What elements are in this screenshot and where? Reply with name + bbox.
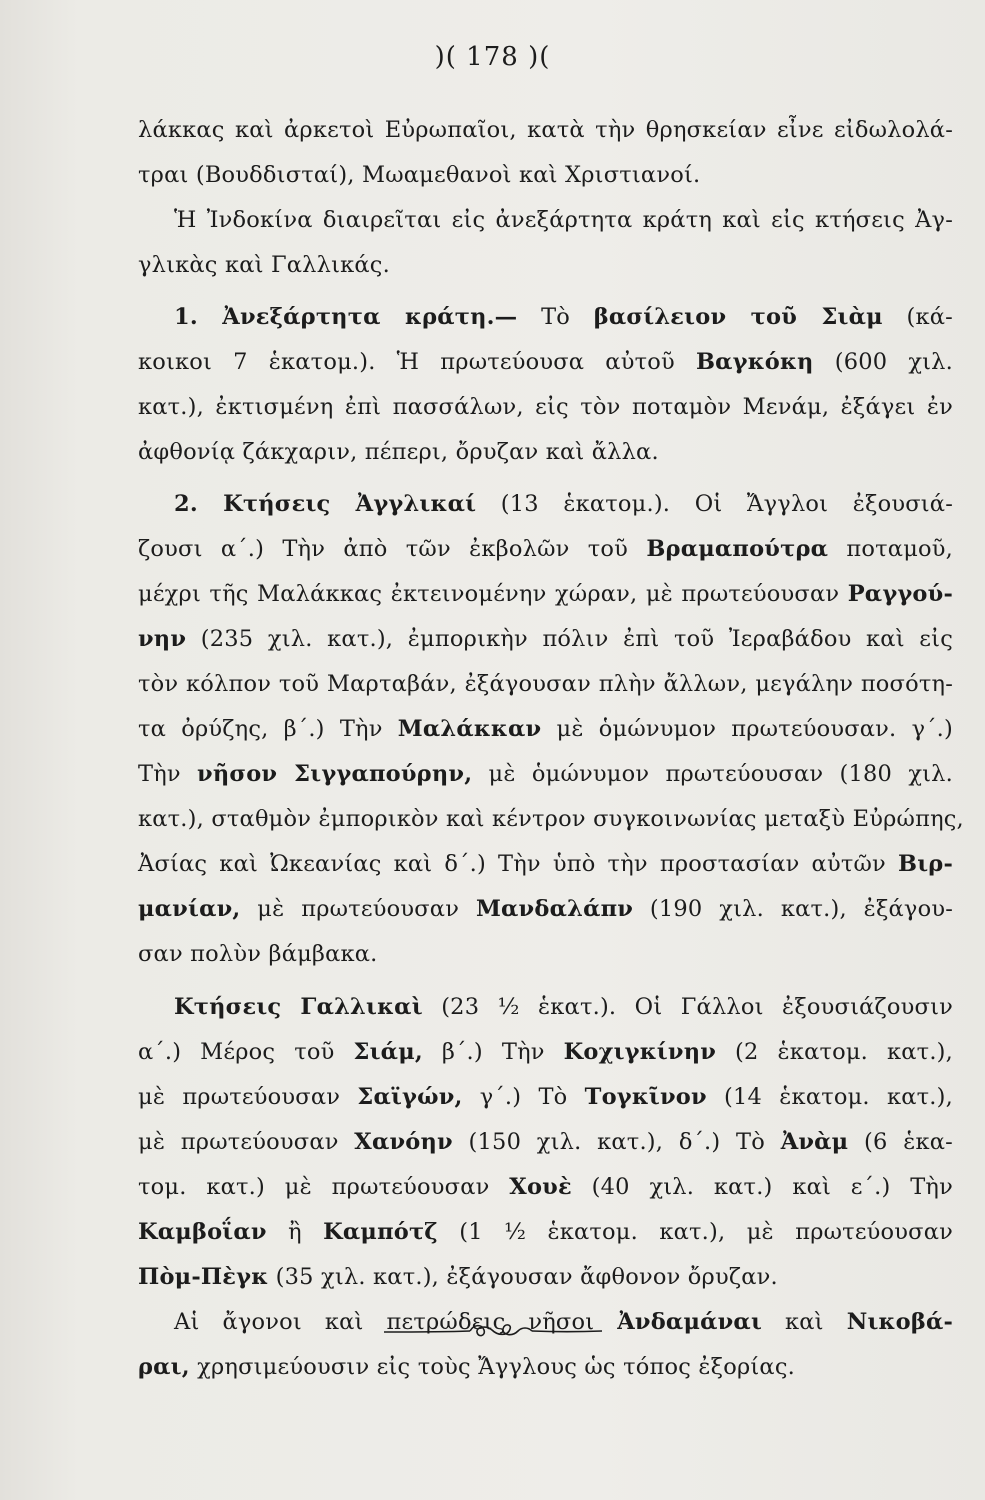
text-run: καὶ bbox=[762, 1309, 847, 1335]
text-run: κατ.), ἐκτισμένη ἐπὶ πασσάλων, εἰς τὸν ποταμὸν Μενάμ, ἐξάγει ἐν bbox=[138, 394, 953, 420]
text-line bbox=[138, 1255, 953, 1300]
bold-term: Ραγγού- bbox=[847, 581, 953, 607]
text-run: Τὴν bbox=[138, 761, 198, 787]
text-run: β΄.) Τὴν bbox=[422, 1039, 564, 1065]
bold-term: 2. Κτήσεις Ἀγγλικαί bbox=[174, 491, 477, 517]
text-run: γ΄.) Τὸ bbox=[462, 1084, 585, 1110]
text-run: Ἀσίας καὶ Ὠκεανίας καὶ δ΄.) Τὴν ὑπὸ τὴν προστασίαν αὐτῶν bbox=[138, 851, 898, 877]
bold-term: Καμβοΐαν bbox=[138, 1219, 267, 1245]
bold-term: Χανόην bbox=[354, 1129, 453, 1155]
text-run: (35 χιλ. κατ.), ἐξάγουσαν ἄφθονον ὄρυζαν. bbox=[268, 1264, 778, 1290]
text-run: (2 ἑκατομ. κατ.), bbox=[716, 1039, 953, 1065]
bold-term: Ἀνὰμ bbox=[780, 1129, 849, 1155]
text-run: μὲ ὁμώνυμον πρωτεύουσαν (180 χιλ. bbox=[472, 761, 953, 787]
text-line bbox=[138, 707, 953, 752]
text-run: μὲ πρωτεύουσαν bbox=[138, 1084, 358, 1110]
bold-term: Σαϊγών, bbox=[357, 1084, 463, 1110]
text-line bbox=[138, 1345, 953, 1390]
bold-term: Βραμαπούτρα bbox=[646, 536, 829, 562]
bold-term: Βιρ- bbox=[897, 851, 953, 877]
text-run: μέχρι τῆς Μαλάκκας ἐκτεινομένην χώραν, μὲ πρωτεύουσαν bbox=[138, 581, 848, 607]
text-run: (13 ἑκατομ.). Οἱ Ἄγγλοι ἐξουσιά- bbox=[476, 491, 953, 517]
text-run: (190 χιλ. κατ.), ἐξάγου- bbox=[633, 896, 954, 922]
text-line bbox=[138, 572, 953, 617]
text-run: ἢ bbox=[266, 1219, 324, 1245]
text-line bbox=[138, 1030, 953, 1075]
text-run: (150 χιλ. κατ.), δ΄.) Τὸ bbox=[452, 1129, 781, 1155]
text-line bbox=[138, 985, 953, 1030]
text-run: τα ὀρύζης, β΄.) Τὴν bbox=[138, 716, 398, 742]
text-run: (1 ½ ἑκατομ. κατ.), μὲ πρωτεύουσαν bbox=[437, 1219, 954, 1245]
text-line bbox=[138, 385, 953, 430]
ornament-divider bbox=[382, 1318, 604, 1344]
bold-term: Νικοβά- bbox=[846, 1309, 954, 1335]
bold-term: 1. Ἀνεξάρτητα κράτη.— bbox=[174, 304, 518, 330]
bold-term: Χουὲ bbox=[509, 1174, 572, 1200]
text-run: χρησιμεύουσιν εἰς τοὺς Ἄγγλους ὡς τόπος ἐξορίας. bbox=[189, 1354, 795, 1380]
text-run: μὲ ὁμώνυμον πρωτεύουσαν. γ΄.) bbox=[541, 716, 953, 742]
bold-term: Σιάμ, bbox=[353, 1039, 423, 1065]
text-line bbox=[138, 662, 953, 707]
text-line bbox=[138, 198, 953, 243]
bold-term: Πὸμ-Πὲγκ bbox=[138, 1264, 269, 1290]
text-run: (600 χιλ. bbox=[813, 349, 953, 375]
text-line bbox=[138, 887, 953, 932]
text-line bbox=[138, 932, 953, 977]
text-run: (14 ἑκατομ. κατ.), bbox=[706, 1084, 953, 1110]
text-run: γλικὰς καὶ Γαλλικάς. bbox=[138, 252, 390, 278]
text-run: (6 ἑκα- bbox=[848, 1129, 953, 1155]
text-run: τομ. κατ.) μὲ πρωτεύουσαν bbox=[138, 1174, 510, 1200]
text-line bbox=[138, 1210, 953, 1255]
bold-term: Κτήσεις Γαλλικαὶ bbox=[174, 994, 423, 1020]
text-line bbox=[138, 108, 953, 153]
text-run: (235 χιλ. κατ.), ἐμπορικὴν πόλιν ἐπὶ τοῦ Ἰεραβάδου καὶ εἰς bbox=[186, 626, 953, 652]
text-run: (40 χιλ. κατ.) καὶ ε΄.) Τὴν bbox=[571, 1174, 953, 1200]
body-text bbox=[138, 108, 964, 1390]
text-line bbox=[138, 153, 953, 198]
text-run: (23 ½ ἑκατ.). Οἱ Γάλλοι ἐξουσιάζουσιν bbox=[422, 994, 953, 1020]
page-number: )( 178 )( bbox=[434, 42, 551, 72]
text-run: ἀφθονίᾳ ζάκχαριν, πέπερι, ὄρυζαν καὶ ἄλλα. bbox=[138, 439, 659, 465]
text-run: τραι (Βουδδισταί), Μωαμεθανοὶ καὶ Χριστιανοί. bbox=[138, 162, 701, 188]
text-line bbox=[138, 617, 953, 662]
text-run: Τὸ bbox=[517, 304, 594, 330]
text-run: μὲ πρωτεύουσαν bbox=[138, 1129, 355, 1155]
bold-term: Ἀνδαμάναι bbox=[617, 1309, 763, 1335]
bold-term: Τογκῖνον bbox=[584, 1084, 707, 1110]
bold-term: νῆσον Σιγγαπούρην, bbox=[197, 761, 473, 787]
text-run: α΄.) Μέρος τοῦ bbox=[138, 1039, 354, 1065]
bold-term: Κοχιγκίνην bbox=[563, 1039, 717, 1065]
bold-term: Καμπότζ bbox=[323, 1219, 438, 1245]
bold-term: Βαγκόκη bbox=[695, 349, 814, 375]
text-line bbox=[138, 752, 953, 797]
text-line bbox=[138, 842, 953, 887]
bold-term: ραι, bbox=[138, 1354, 190, 1380]
text-run: ζουσι α΄.) Τὴν ἀπὸ τῶν ἐκβολῶν τοῦ bbox=[138, 536, 647, 562]
text-line bbox=[138, 1165, 953, 1210]
text-run: τὸν κόλπον τοῦ Μαρταβάν, ἐξάγουσαν πλὴν ἄλλων, μεγάλην ποσότη- bbox=[138, 671, 953, 697]
text-run: κατ.), σταθμὸν ἐμπορικὸν καὶ κέντρον συγκοινωνίας μεταξὺ Εὐρώπης, bbox=[138, 806, 964, 832]
text-line bbox=[138, 1075, 953, 1120]
text-line bbox=[138, 527, 953, 572]
text-run: μὲ πρωτεύουσαν bbox=[240, 896, 476, 922]
bold-term: βασίλειον τοῦ Σιὰμ bbox=[593, 304, 883, 330]
text-line bbox=[138, 482, 953, 527]
text-run: κοικοι 7 ἑκατομ.). Ἡ πρωτεύουσα αὐτοῦ bbox=[138, 349, 696, 375]
text-line bbox=[138, 340, 953, 385]
bold-term: Μανδαλάπν bbox=[475, 896, 634, 922]
bold-term: νην bbox=[138, 626, 187, 652]
text-line bbox=[138, 295, 953, 340]
text-line bbox=[138, 1120, 953, 1165]
bold-term: μανίαν, bbox=[138, 896, 241, 922]
text-line bbox=[138, 797, 964, 842]
text-run: Ἡ Ἰνδοκίνα διαιρεῖται εἰς ἀνεξάρτητα κράτη καὶ εἰς κτήσεις Ἀγ- bbox=[174, 207, 953, 233]
text-run: (κά- bbox=[882, 304, 953, 330]
text-run: σαν πολὺν βάμβακα. bbox=[138, 941, 378, 967]
text-run: Αἱ ἄγονοι καὶ πετρώδεις νῆσοι bbox=[174, 1309, 618, 1335]
text-line bbox=[138, 430, 953, 475]
text-run: ποταμοῦ, bbox=[828, 536, 953, 562]
text-run: λάκκας καὶ ἀρκετοὶ Εὐρωπαῖοι, κατὰ τὴν θρησκείαν εἶνε εἰδωλολά- bbox=[138, 117, 953, 143]
bold-term: Μαλάκκαν bbox=[397, 716, 542, 742]
text-line bbox=[138, 243, 953, 288]
